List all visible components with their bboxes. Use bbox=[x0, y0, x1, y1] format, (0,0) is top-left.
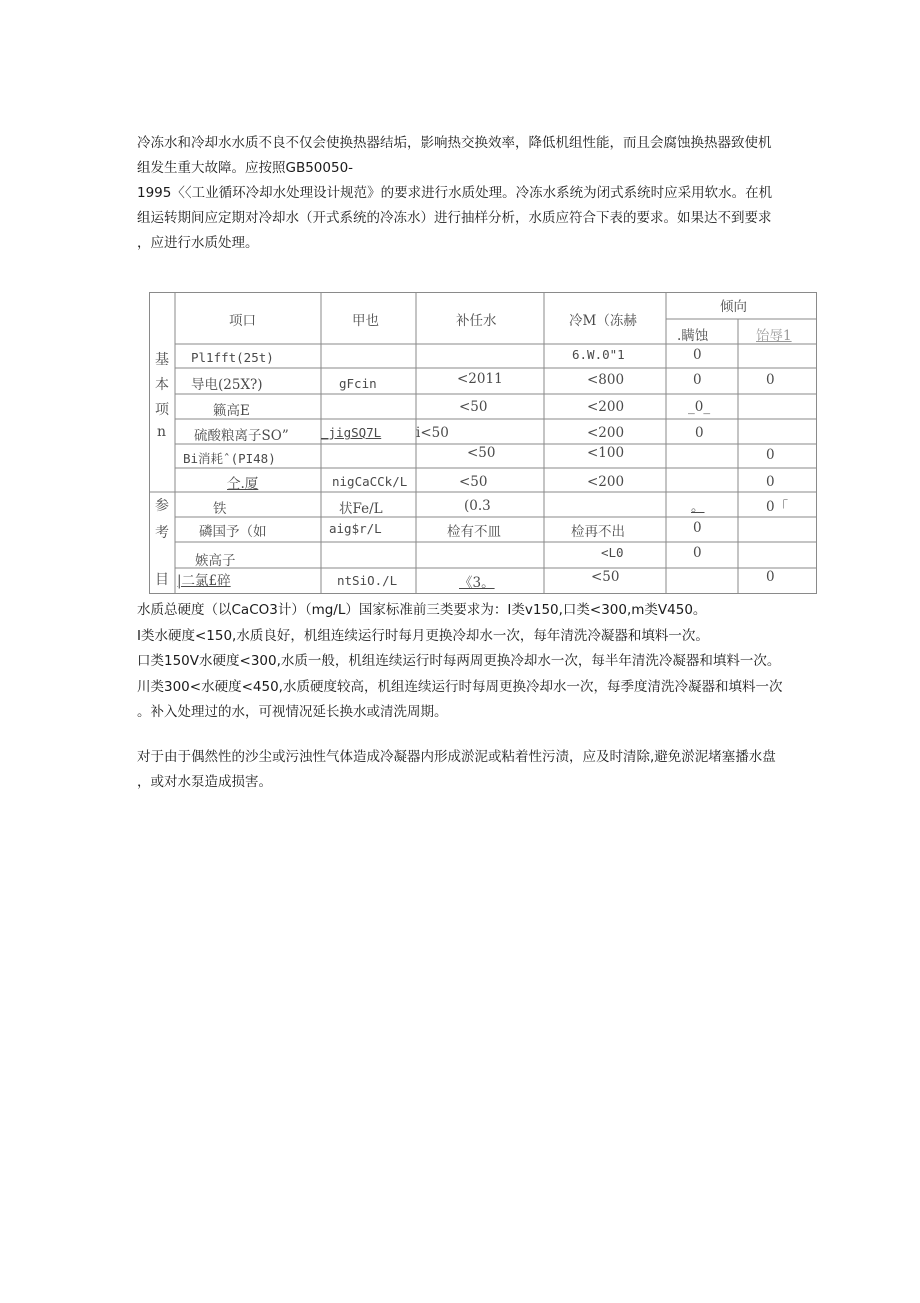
row-10-unit: ntSiO./L bbox=[337, 573, 398, 588]
intro-paragraph bbox=[137, 131, 820, 256]
row-5-scaling: 0 bbox=[766, 447, 775, 463]
closing-line-1: 对于由于偶然性的沙尘或污浊性气体造成冷凝器内形成淤泥或粘着性污渍，应及时清除,避免淤泥堵塞播水盘 bbox=[137, 749, 776, 765]
header-cooling-water: 冷M（冻赫 bbox=[569, 313, 637, 329]
row-5-item: Bi消耗ˆ(PI48) bbox=[183, 451, 276, 466]
row-2-makeup: <2011 bbox=[457, 371, 503, 387]
row-4-cooling: <200 bbox=[587, 425, 625, 441]
row-7-corrosion: 。 bbox=[691, 499, 705, 515]
row-3-item: 籁高E bbox=[213, 403, 250, 419]
row-9-corrosion: 0 bbox=[693, 545, 702, 561]
row-3-corrosion: _0_ bbox=[688, 399, 711, 415]
header-scaling: 饴辱1 bbox=[756, 328, 792, 344]
row-2-item: 导电(25X?) bbox=[191, 377, 263, 393]
hardness-notes bbox=[137, 598, 827, 726]
closing-line-2: ，或对水泵造成损害。 bbox=[137, 774, 272, 790]
notes-line-4: 川类300<水硬度<450,水质硬度较高，机组连续运行时每周更换冷却水一次，每季度清洗冷凝器和填料一次 bbox=[137, 678, 783, 695]
intro-line-4: 组运转期间应定期对冷却水（开式系统的冷冻水）进行抽样分析，水质应符合下表的要求。如果达不到要求 bbox=[137, 210, 772, 226]
notes-line-5: 。补入处理过的水，可视情况延长换水或清洗周期。 bbox=[137, 704, 448, 720]
group-reference-char-3: 目 bbox=[155, 572, 169, 588]
intro-line-5: ，应进行水质处理。 bbox=[137, 235, 259, 251]
row-8-unit: aig$r/L bbox=[329, 521, 382, 536]
group-basic-char-1: 基 bbox=[155, 352, 169, 368]
row-1-corrosion: 0 bbox=[693, 347, 702, 363]
row-4-item: 硫酸粮离子SO” bbox=[194, 428, 289, 444]
row-7-makeup: (0.3 bbox=[464, 498, 491, 514]
group-basic-char-4: n bbox=[157, 424, 167, 440]
group-reference-char-1: 参 bbox=[155, 498, 169, 514]
row-3-cooling: <200 bbox=[587, 399, 625, 415]
row-6-cooling: <200 bbox=[587, 474, 625, 490]
row-9-cooling: <L0 bbox=[601, 545, 624, 560]
intro-line-1: 冷冻水和冷却水水质不良不仅会使换热器结垢，影响热交换效率，降低机组性能，而且会腐蚀换热器致使机 bbox=[137, 135, 772, 151]
row-6-scaling: 0 bbox=[766, 474, 775, 490]
group-reference-char-2: 考 bbox=[155, 525, 169, 541]
row-2-cooling: <800 bbox=[587, 372, 625, 388]
notes-line-3: 口类150V水硬度<300,水质一般，机组连续运行时每两周更换冷却水一次，每半年清洗冷凝器和填料一次。 bbox=[137, 653, 781, 669]
row-8-cooling: 检再不出 bbox=[571, 524, 625, 540]
row-2-unit: gFcin bbox=[339, 376, 377, 391]
row-1-cooling: 6.W.0"1 bbox=[572, 347, 625, 362]
row-10-cooling: <50 bbox=[591, 569, 620, 585]
row-7-unit: 状Fe/L bbox=[339, 501, 383, 517]
row-5-makeup: <50 bbox=[467, 445, 496, 461]
header-makeup-water: 补任水 bbox=[456, 313, 497, 329]
row-4-unit: _jigSQ7L bbox=[321, 425, 382, 440]
notes-line-2: I类水硬度<150,水质良好，机组连续运行时每月更换冷却水一次，每年清洗冷凝器和填料一次。 bbox=[137, 627, 709, 644]
row-6-item: 仝.厦 bbox=[227, 476, 259, 492]
intro-line-2: 组发生重大故障。应按照GB50050- bbox=[137, 160, 354, 176]
header-tendency: 倾向 bbox=[720, 299, 747, 315]
notes-line-1: 水质总硬度（以CaCO3计）（mg/L）国家标准前三类要求为：I类v150,口类<300,m类V450。 bbox=[137, 602, 707, 618]
group-basic-char-2: 本 bbox=[155, 377, 169, 393]
header-item: 项口 bbox=[229, 313, 256, 329]
row-7-item: 铁 bbox=[213, 501, 227, 517]
intro-line-3: 1995〈〈工业循环冷却水处理设计规范》的要求进行水质处理。冷冻水系统为闭式系统时应采用软水。在机 bbox=[137, 185, 773, 201]
water-quality-table bbox=[149, 292, 817, 594]
row-8-corrosion: 0 bbox=[693, 520, 702, 536]
row-10-item: |二氯£碎 bbox=[177, 573, 231, 589]
row-10-scaling: 0 bbox=[766, 569, 775, 585]
row-2-scaling: 0 bbox=[766, 372, 775, 388]
row-5-cooling: <100 bbox=[587, 445, 625, 461]
row-1-item: Pl1fft(25t) bbox=[191, 350, 274, 365]
row-6-unit: nigCaCCk/L bbox=[332, 474, 408, 489]
group-basic-char-3: 项 bbox=[155, 402, 169, 418]
header-unit: 甲也 bbox=[352, 313, 379, 329]
row-4-makeup: i<50 bbox=[416, 425, 449, 441]
row-7-scaling: 0「 bbox=[766, 499, 789, 515]
row-6-makeup: <50 bbox=[459, 474, 488, 490]
row-10-makeup: 《3。 bbox=[459, 575, 495, 591]
row-4-corrosion: 0 bbox=[695, 425, 704, 441]
row-8-item: 磷国予（如 bbox=[199, 524, 267, 540]
header-corrosion: .瞒蚀 bbox=[677, 328, 709, 344]
row-2-corrosion: 0 bbox=[693, 372, 702, 388]
row-8-makeup: 检有不皿 bbox=[447, 524, 501, 540]
row-3-makeup: <50 bbox=[459, 399, 488, 415]
closing-paragraph bbox=[137, 745, 827, 795]
row-9-item: 嫉高子 bbox=[195, 553, 236, 569]
